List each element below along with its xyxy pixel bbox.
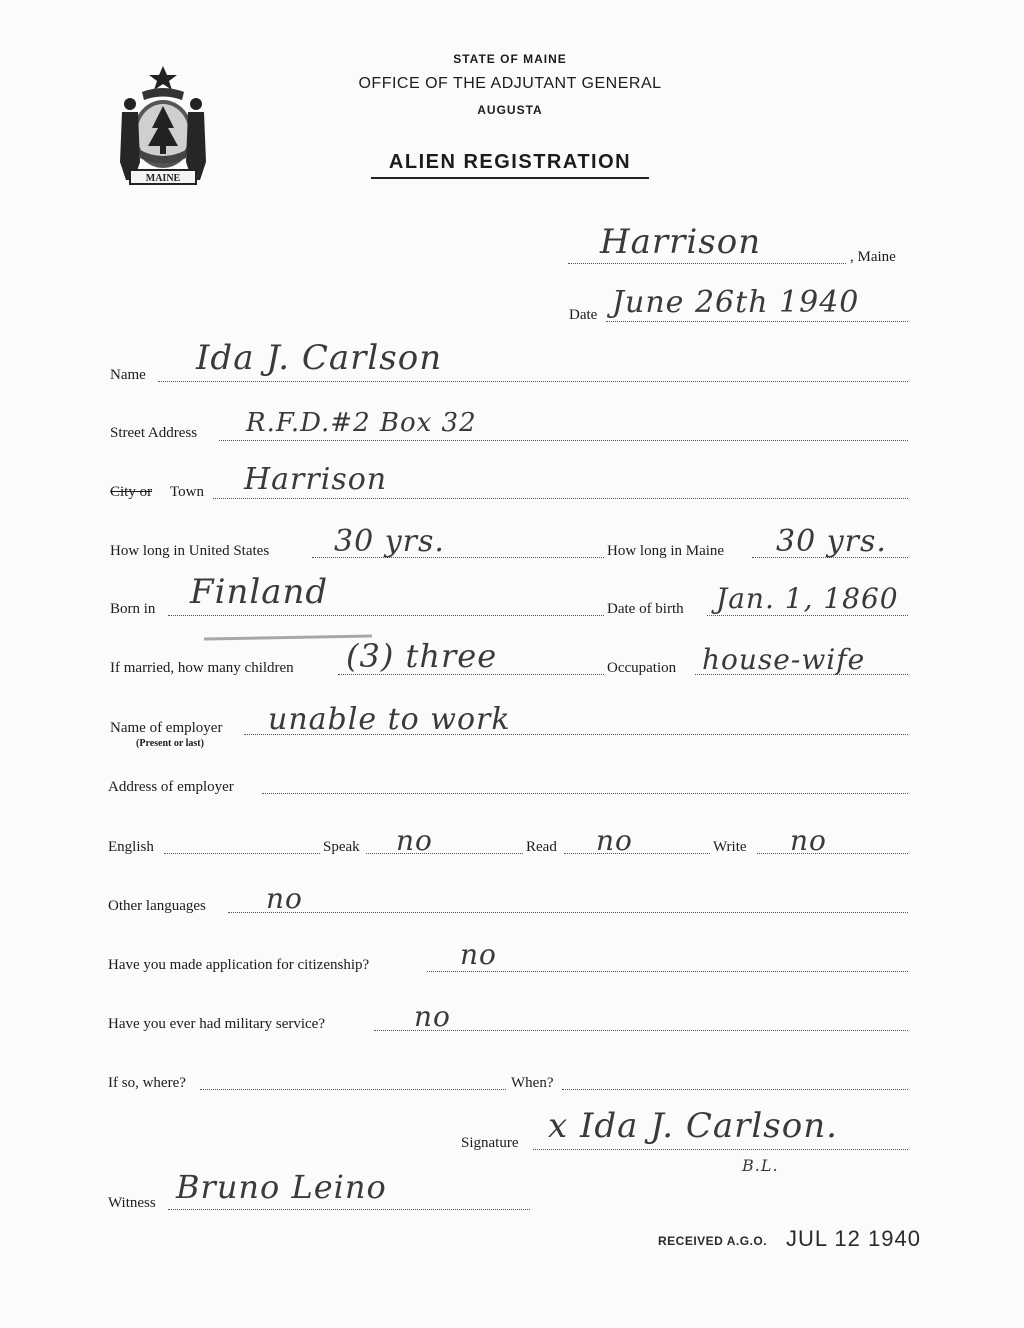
town-entry: Harrison bbox=[600, 222, 762, 262]
name-line bbox=[158, 381, 908, 382]
occupation-label: Occupation bbox=[607, 660, 677, 676]
write-label: Write bbox=[713, 839, 747, 855]
name-entry: Ida J. Carlson bbox=[196, 338, 443, 378]
title-underline bbox=[371, 177, 649, 179]
born-in-entry: Finland bbox=[190, 572, 329, 612]
english-label: English bbox=[108, 839, 154, 855]
town-line bbox=[568, 263, 846, 264]
us-residence-label: How long in United States bbox=[110, 543, 270, 559]
street-entry: R.F.D.#2 Box 32 bbox=[246, 408, 477, 438]
signature-entry: x Ida J. Carlson. bbox=[548, 1106, 838, 1146]
employer-address-line bbox=[262, 793, 908, 794]
read-label: Read bbox=[526, 839, 557, 855]
dob-entry: Jan. 1, 1860 bbox=[716, 582, 899, 615]
state-heading: STATE OF MAINE bbox=[453, 52, 567, 66]
children-label: If married, how many children bbox=[110, 660, 294, 676]
other-languages-line bbox=[228, 912, 908, 913]
write-line bbox=[757, 853, 908, 854]
speak-label: Speak bbox=[323, 839, 360, 855]
city-entry: Harrison bbox=[244, 462, 388, 497]
english-line bbox=[164, 853, 320, 854]
employer-entry: unable to work bbox=[268, 702, 511, 737]
date-label: Date bbox=[569, 307, 598, 323]
military-label: Have you ever had military service? bbox=[108, 1016, 325, 1032]
write-entry: no bbox=[790, 824, 827, 857]
employer-note: (Present or last) bbox=[136, 738, 204, 749]
received-stamp-date: JUL 12 1940 bbox=[786, 1226, 921, 1251]
town-label: Town bbox=[170, 484, 204, 500]
when-line bbox=[562, 1089, 908, 1090]
city-heading: AUGUSTA bbox=[477, 103, 543, 117]
citizenship-entry: no bbox=[460, 938, 497, 971]
received-stamp-label: RECEIVED A.G.O. bbox=[658, 1234, 768, 1248]
military-line bbox=[374, 1030, 908, 1031]
name-label: Name bbox=[110, 367, 146, 383]
where-label: If so, where? bbox=[108, 1075, 186, 1091]
children-entry: (3) three bbox=[346, 637, 498, 675]
dob-label: Date of birth bbox=[607, 601, 684, 617]
speak-entry: no bbox=[396, 824, 433, 857]
date-line bbox=[606, 321, 908, 322]
speak-line bbox=[366, 853, 523, 854]
signature-initials: B.L. bbox=[742, 1156, 779, 1175]
city-label-struck: City or bbox=[110, 484, 153, 500]
signature-line bbox=[533, 1149, 908, 1150]
military-entry: no bbox=[414, 1000, 451, 1033]
employer-address-label: Address of employer bbox=[108, 779, 234, 795]
maine-label: , Maine bbox=[850, 249, 896, 265]
when-label: When? bbox=[511, 1075, 554, 1091]
witness-label: Witness bbox=[108, 1195, 156, 1211]
signature-label: Signature bbox=[461, 1135, 519, 1151]
witness-line bbox=[168, 1209, 530, 1210]
other-languages-entry: no bbox=[266, 882, 303, 915]
svg-text:MAINE: MAINE bbox=[145, 173, 181, 184]
maine-residence-label: How long in Maine bbox=[607, 543, 725, 559]
other-languages-label: Other languages bbox=[108, 898, 206, 914]
maine-residence-entry: 30 yrs. bbox=[776, 524, 887, 559]
us-residence-entry: 30 yrs. bbox=[334, 524, 445, 559]
read-line bbox=[564, 853, 710, 854]
form-title: ALIEN REGISTRATION bbox=[388, 151, 632, 173]
witness-entry: Bruno Leino bbox=[176, 1168, 387, 1206]
street-line bbox=[219, 440, 908, 441]
date-entry: June 26th 1940 bbox=[612, 285, 860, 320]
occupation-entry: house-wife bbox=[702, 643, 866, 676]
where-line bbox=[200, 1089, 506, 1090]
office-heading: OFFICE OF THE ADJUTANT GENERAL bbox=[358, 75, 662, 92]
citizenship-label: Have you made application for citizenship? bbox=[108, 957, 370, 973]
citizenship-line bbox=[427, 971, 908, 972]
read-entry: no bbox=[596, 824, 633, 857]
street-label: Street Address bbox=[110, 425, 198, 441]
dob-line bbox=[707, 615, 908, 616]
employer-label: Name of employer bbox=[110, 720, 223, 736]
maine-state-seal bbox=[108, 62, 218, 192]
born-in-label: Born in bbox=[110, 601, 156, 617]
city-line bbox=[213, 498, 908, 499]
born-in-line bbox=[168, 615, 604, 616]
